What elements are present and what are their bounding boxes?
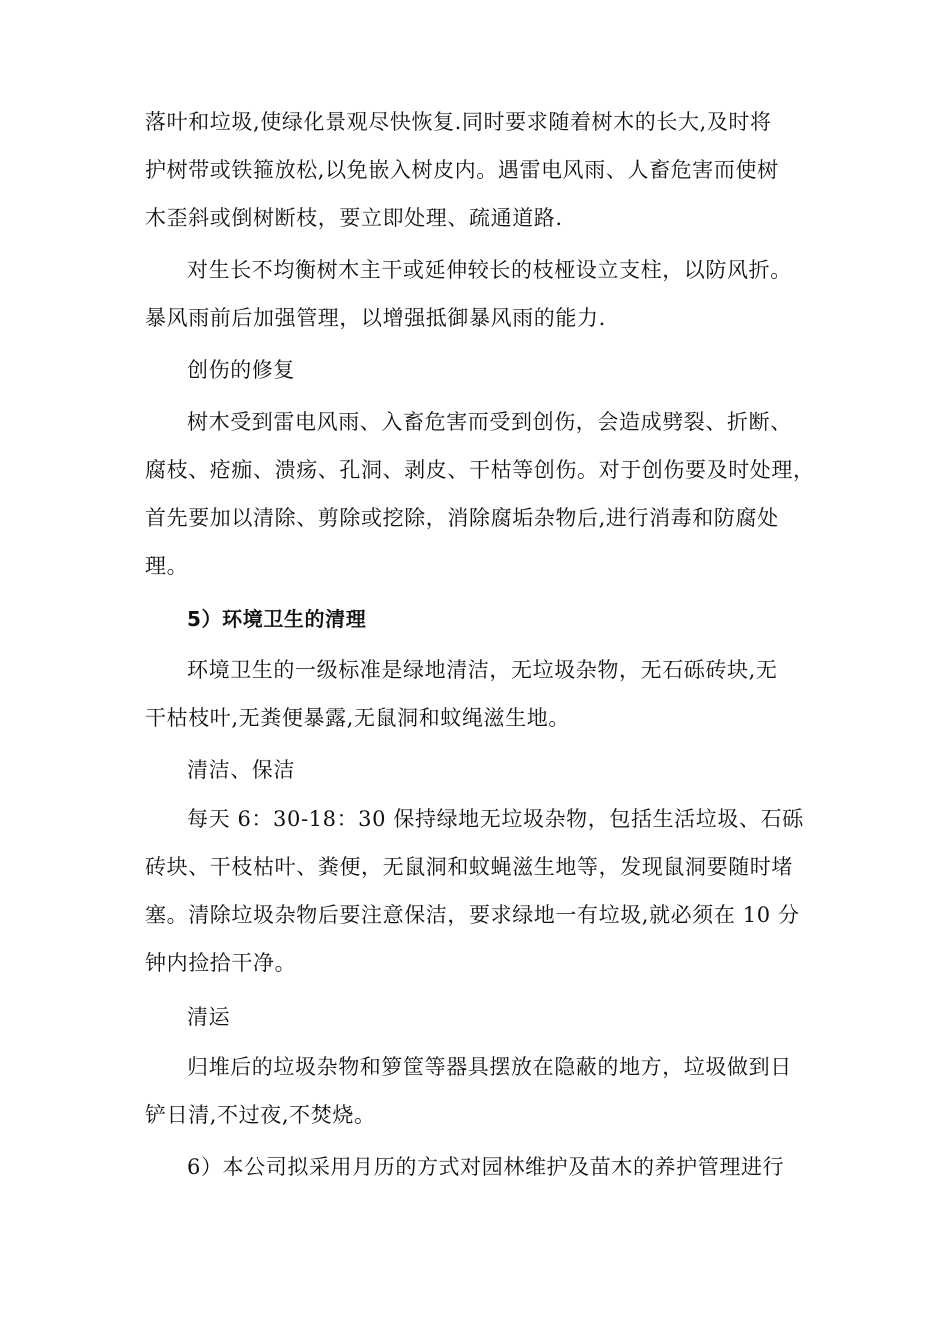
paragraph-line: 归堆后的垃圾杂物和箩筐等器具摆放在隐蔽的地方，垃圾做到日 — [187, 1055, 792, 1079]
subheading: 清洁、保洁 — [187, 758, 295, 782]
paragraph-line: 每天 6：30-18：30 保持绿地无垃圾杂物，包括生活垃圾、石砾 — [187, 807, 804, 831]
paragraph-line: 首先要加以清除、剪除或挖除，消除腐垢杂物后,进行消毒和防腐处 — [145, 506, 779, 530]
paragraph-line: 钟内捡拾干净。 — [145, 951, 297, 975]
paragraph-line: 暴风雨前后加强管理，以增强抵御暴风雨的能力. — [145, 306, 606, 330]
subheading: 创伤的修复 — [187, 358, 295, 382]
paragraph-line: 塞。清除垃圾杂物后要注意保洁，要求绿地一有垃圾,就必须在 10 分 — [145, 903, 800, 927]
paragraph-line: 对生长不均衡树木主干或延伸较长的枝桠设立支柱，以防风折。 — [187, 258, 792, 282]
paragraph-line: 6）本公司拟采用月历的方式对园林维护及苗木的养护管理进行 — [187, 1155, 785, 1179]
paragraph-line: 理。 — [145, 554, 189, 578]
paragraph-line: 干枯枝叶,无粪便暴露,无鼠洞和蚊绳滋生地。 — [145, 706, 570, 730]
paragraph-line: 落叶和垃圾,使绿化景观尽快恢复.同时要求随着树木的长大,及时将 — [145, 110, 772, 134]
paragraph-line: 木歪斜或倒树断枝，要立即处理、疏通道路. — [145, 206, 563, 230]
paragraph-line: 铲日清,不过夜,不焚烧。 — [145, 1103, 376, 1127]
subheading: 清运 — [187, 1005, 231, 1029]
paragraph-line: 树木受到雷电风雨、入畜危害而受到创伤，会造成劈裂、折断、 — [187, 410, 792, 434]
paragraph-line: 腐枝、疮痂、溃疡、孔洞、剥皮、干枯等创伤。对于创伤要及时处理， — [145, 458, 815, 482]
section-heading: 5）环境卫生的清理 — [187, 607, 367, 631]
paragraph-line: 砖块、干枝枯叶、粪便，无鼠洞和蚊蝇滋生地等，发现鼠洞要随时堵 — [145, 855, 793, 879]
paragraph-line: 环境卫生的一级标准是绿地清洁，无垃圾杂物，无石砾砖块,无 — [187, 658, 778, 682]
paragraph-line: 护树带或铁箍放松,以免嵌入树皮内。遇雷电风雨、人畜危害而使树 — [145, 158, 779, 182]
